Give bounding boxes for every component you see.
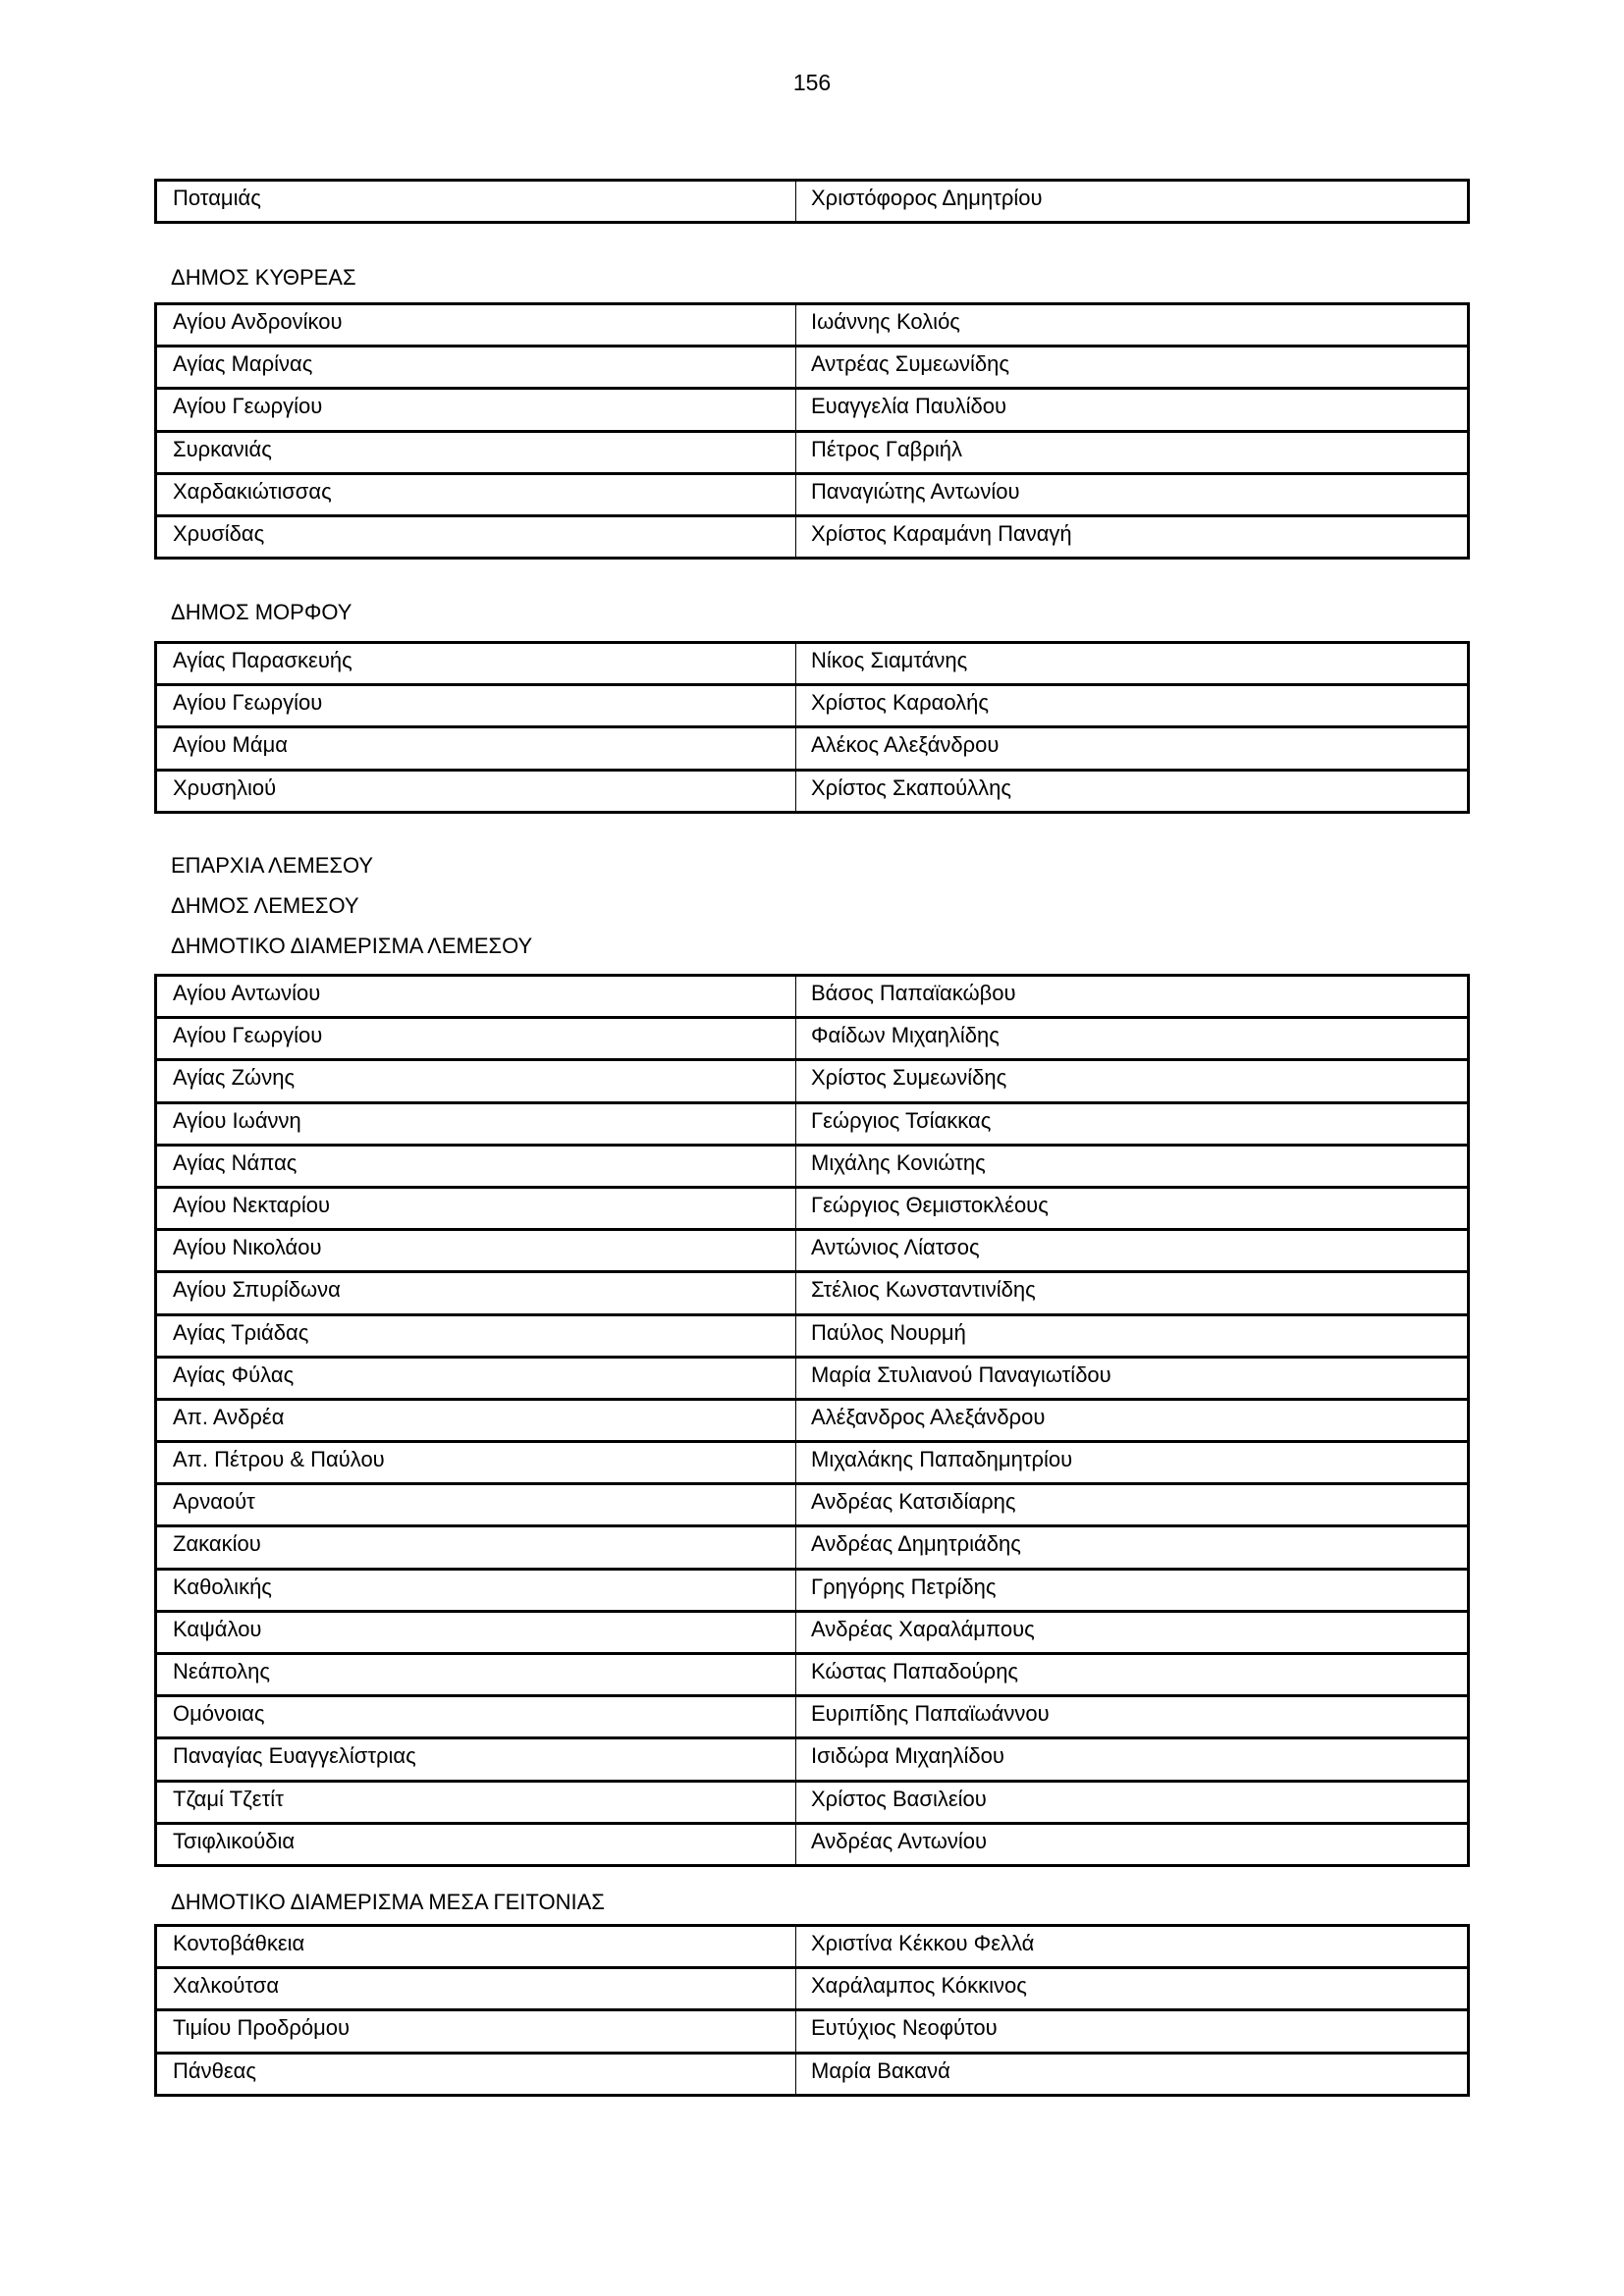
person-cell: Γεώργιος Τσίακκας xyxy=(796,1102,1469,1145)
table-mesa-geitonia xyxy=(154,1924,1470,2097)
parish-cell: Τζαμί Τζετίτ xyxy=(156,1781,796,1823)
parish-cell: Τιμίου Προδρόμου xyxy=(156,2010,796,2053)
table-potamias xyxy=(154,179,1470,224)
person-cell: Ανδρέας Αντωνίου xyxy=(796,1823,1469,1865)
parish-cell: Αγίου Αντωνίου xyxy=(156,976,796,1018)
table-row xyxy=(156,515,1469,558)
table-row xyxy=(156,181,1469,223)
person-cell: Χρίστος Συμεωνίδης xyxy=(796,1060,1469,1102)
person-cell: Ευριπίδης Παπαϊωάννου xyxy=(796,1696,1469,1738)
parish-cell: Τσιφλικούδια xyxy=(156,1823,796,1865)
person-cell: Χρίστος Σκαπούλλης xyxy=(796,770,1469,812)
table-row xyxy=(156,1230,1469,1272)
person-cell: Φαίδων Μιχαηλίδης xyxy=(796,1018,1469,1060)
person-cell: Μιχαλάκης Παπαδημητρίου xyxy=(796,1442,1469,1484)
person-cell: Παύλος Νουρμή xyxy=(796,1314,1469,1357)
table-row xyxy=(156,1357,1469,1399)
table-lemesos xyxy=(154,974,1470,1867)
table-row xyxy=(156,1823,1469,1865)
heading-dimos-lemesou: ΔΗΜΟΣ ΛΕΜΕΣΟΥ xyxy=(171,893,359,918)
table-row xyxy=(156,727,1469,770)
parish-cell: Καψάλου xyxy=(156,1611,796,1653)
parish-cell: Αγίου Γεωργίου xyxy=(156,685,796,727)
table-row xyxy=(156,1018,1469,1060)
parish-cell: Ζακακίου xyxy=(156,1526,796,1569)
parish-cell: Αγίας Τριάδας xyxy=(156,1314,796,1357)
table-row xyxy=(156,1102,1469,1145)
person-cell: Χριστόφορος Δημητρίου xyxy=(796,181,1469,223)
parish-cell: Αγίου Γεωργίου xyxy=(156,1018,796,1060)
table-row xyxy=(156,1781,1469,1823)
parish-cell: Απ. Πέτρου & Παύλου xyxy=(156,1442,796,1484)
person-cell: Ανδρέας Κατσιδίαρης xyxy=(796,1484,1469,1526)
parish-cell: Ποταμιάς xyxy=(156,181,796,223)
person-cell: Χρίστος Καραμάνη Παναγή xyxy=(796,515,1469,558)
parish-cell: Αγίου Ιωάννη xyxy=(156,1102,796,1145)
parish-cell: Αγίας Ζώνης xyxy=(156,1060,796,1102)
person-cell: Γεώργιος Θεμιστοκλέους xyxy=(796,1187,1469,1229)
parish-cell: Πάνθεας xyxy=(156,2053,796,2095)
table-row xyxy=(156,1442,1469,1484)
person-cell: Χρίστος Καραολής xyxy=(796,685,1469,727)
table-row xyxy=(156,473,1469,515)
page-number: 156 xyxy=(792,70,832,95)
table-row xyxy=(156,685,1469,727)
table-row xyxy=(156,643,1469,685)
table-row xyxy=(156,1399,1469,1441)
person-cell: Ανδρέας Δημητριάδης xyxy=(796,1526,1469,1569)
parish-cell: Αγίου Σπυρίδωνα xyxy=(156,1272,796,1314)
person-cell: Αλέξανδρος Αλεξάνδρου xyxy=(796,1399,1469,1441)
person-cell: Χρίστος Βασιλείου xyxy=(796,1781,1469,1823)
table-row xyxy=(156,1272,1469,1314)
table-row xyxy=(156,2053,1469,2095)
parish-cell: Αρναούτ xyxy=(156,1484,796,1526)
person-cell: Ισιδώρα Μιχαηλίδου xyxy=(796,1738,1469,1781)
parish-cell: Χρυσηλιού xyxy=(156,770,796,812)
table-row xyxy=(156,1187,1469,1229)
parish-cell: Παναγίας Ευαγγελίστριας xyxy=(156,1738,796,1781)
parish-cell: Χρυσίδας xyxy=(156,515,796,558)
parish-cell: Αγίου Γεωργίου xyxy=(156,389,796,431)
parish-cell: Αγίου Μάμα xyxy=(156,727,796,770)
person-cell: Μαρία Στυλιανού Παναγιωτίδου xyxy=(796,1357,1469,1399)
person-cell: Χριστίνα Κέκκου Φελλά xyxy=(796,1926,1469,1968)
person-cell: Γρηγόρης Πετρίδης xyxy=(796,1569,1469,1611)
parish-cell: Αγίου Νικολάου xyxy=(156,1230,796,1272)
person-cell: Αντρέας Συμεωνίδης xyxy=(796,347,1469,389)
table-row xyxy=(156,1926,1469,1968)
parish-cell: Αγίας Νάπας xyxy=(156,1145,796,1187)
heading-eparchia-lemesou: ΕΠΑΡΧΙΑ ΛΕΜΕΣΟΥ xyxy=(171,853,374,878)
table-row xyxy=(156,1484,1469,1526)
table-row xyxy=(156,1060,1469,1102)
person-cell: Μιχάλης Κονιώτης xyxy=(796,1145,1469,1187)
heading-dimos-morfou: ΔΗΜΟΣ ΜΟΡΦΟΥ xyxy=(171,600,352,624)
person-cell: Αλέκος Αλεξάνδρου xyxy=(796,727,1469,770)
table-morfou xyxy=(154,641,1470,814)
person-cell: Πέτρος Γαβριήλ xyxy=(796,431,1469,473)
table-row xyxy=(156,389,1469,431)
parish-cell: Αγίου Νεκταρίου xyxy=(156,1187,796,1229)
person-cell: Ιωάννης Κολιός xyxy=(796,304,1469,347)
table-row xyxy=(156,1569,1469,1611)
parish-cell: Ομόνοιας xyxy=(156,1696,796,1738)
parish-cell: Απ. Ανδρέα xyxy=(156,1399,796,1441)
person-cell: Νίκος Σιαμτάνης xyxy=(796,643,1469,685)
person-cell: Ανδρέας Χαραλάμπους xyxy=(796,1611,1469,1653)
table-row xyxy=(156,347,1469,389)
person-cell: Κώστας Παπαδούρης xyxy=(796,1654,1469,1696)
table-row xyxy=(156,1696,1469,1738)
parish-cell: Καθολικής xyxy=(156,1569,796,1611)
parish-cell: Νεάπολης xyxy=(156,1654,796,1696)
person-cell: Χαράλαμπος Κόκκινος xyxy=(796,1968,1469,2010)
parish-cell: Κοντοβάθκεια xyxy=(156,1926,796,1968)
table-row xyxy=(156,1314,1469,1357)
person-cell: Παναγιώτης Αντωνίου xyxy=(796,473,1469,515)
table-row xyxy=(156,304,1469,347)
table-row xyxy=(156,770,1469,812)
parish-cell: Αγίου Ανδρονίκου xyxy=(156,304,796,347)
parish-cell: Συρκανιάς xyxy=(156,431,796,473)
table-row xyxy=(156,976,1469,1018)
table-row xyxy=(156,1654,1469,1696)
table-kythrea xyxy=(154,302,1470,560)
table-row xyxy=(156,431,1469,473)
table-row xyxy=(156,1968,1469,2010)
person-cell: Αντώνιος Λίατσος xyxy=(796,1230,1469,1272)
table-row xyxy=(156,1738,1469,1781)
table-row xyxy=(156,1611,1469,1653)
parish-cell: Χαλκούτσα xyxy=(156,1968,796,2010)
table-row xyxy=(156,1145,1469,1187)
table-row xyxy=(156,1526,1469,1569)
table-row xyxy=(156,2010,1469,2053)
person-cell: Ευαγγελία Παυλίδου xyxy=(796,389,1469,431)
person-cell: Ευτύχιος Νεοφύτου xyxy=(796,2010,1469,2053)
heading-dimos-kythreas: ΔΗΜΟΣ ΚΥΘΡΕΑΣ xyxy=(171,265,356,290)
parish-cell: Αγίας Μαρίνας xyxy=(156,347,796,389)
parish-cell: Χαρδακιώτισσας xyxy=(156,473,796,515)
parish-cell: Αγίας Φύλας xyxy=(156,1357,796,1399)
parish-cell: Αγίας Παρασκευής xyxy=(156,643,796,685)
person-cell: Στέλιος Κωνσταντινίδης xyxy=(796,1272,1469,1314)
person-cell: Βάσος Παπαϊακώβου xyxy=(796,976,1469,1018)
heading-dimotiko-diamerisma-mesa-geitonias: ΔΗΜΟΤΙΚΟ ΔΙΑΜΕΡΙΣΜΑ ΜΕΣΑ ΓΕΙΤΟΝΙΑΣ xyxy=(171,1890,605,1914)
heading-dimotiko-diamerisma-lemesou: ΔΗΜΟΤΙΚΟ ΔΙΑΜΕΡΙΣΜΑ ΛΕΜΕΣΟΥ xyxy=(171,934,533,958)
person-cell: Μαρία Βακανά xyxy=(796,2053,1469,2095)
